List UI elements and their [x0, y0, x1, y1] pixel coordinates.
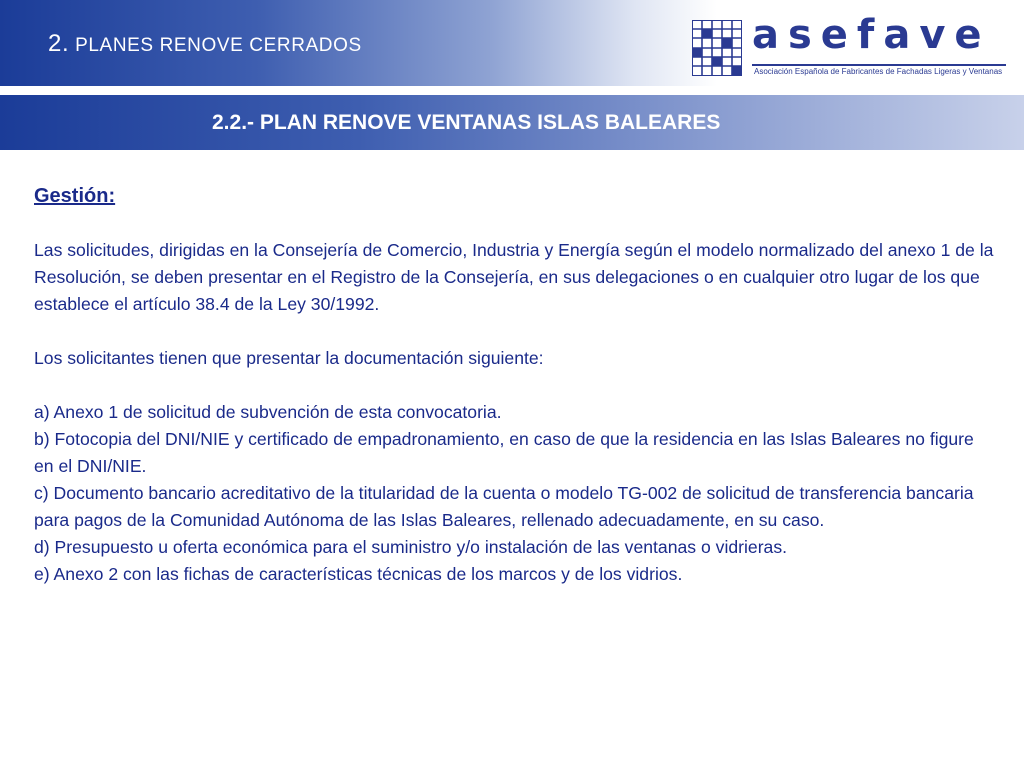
list-item: b) Fotocopia del DNI/NIE y certificado de empadronamiento, en caso de que la residencia en las Islas Baleares no figure en el DNI/NIE. — [34, 429, 974, 476]
subsection-title: 2.2.- PLAN RENOVE VENTANAS ISLAS BALEARES — [212, 111, 721, 134]
logo-divider — [752, 64, 1006, 66]
list-item: e) Anexo 2 con las fichas de características técnicas de los marcos y de los vidrios. — [34, 564, 683, 584]
list-item: a) Anexo 1 de solicitud de subvención de esta convocatoria. — [34, 402, 502, 422]
list-item: d) Presupuesto u oferta económica para el suministro y/o instalación de las ventanas o vidrieras. — [34, 537, 788, 557]
document-list — [34, 399, 994, 588]
list-item: c) Documento bancario acreditativo de la titularidad de la cuenta o modelo TG-002 de solicitud de transferencia bancaria para pagos de la Comunidad Autónoma de las Islas Baleares, rellenado adecuadamente, en su caso. — [34, 483, 974, 530]
logo-wordmark: asefave — [752, 12, 991, 58]
section-number: 2. — [48, 30, 70, 57]
content-heading: Gestión: — [34, 185, 116, 207]
logo-grid-icon — [692, 20, 742, 76]
paragraph-1: Las solicitudes, dirigidas en la Consejería de Comercio, Industria y Energía según el modelo normalizado del anexo 1 de la Resolución, se deben presentar en el Registro de la Consejería, en sus delegaciones o en cualquier otro lugar de los que establece el artículo 38.4 de la Ley 30/1992. — [34, 240, 994, 314]
section-title-text: PLANES RENOVE CERRADOS — [75, 35, 362, 56]
asefave-logo — [692, 12, 1008, 80]
slide-content — [34, 183, 994, 588]
paragraph-2: Los solicitantes tienen que presentar la documentación siguiente: — [34, 348, 544, 368]
logo-tagline: Asociación Española de Fabricantes de Fachadas Ligeras y Ventanas — [754, 67, 1003, 76]
section-title — [48, 30, 362, 58]
